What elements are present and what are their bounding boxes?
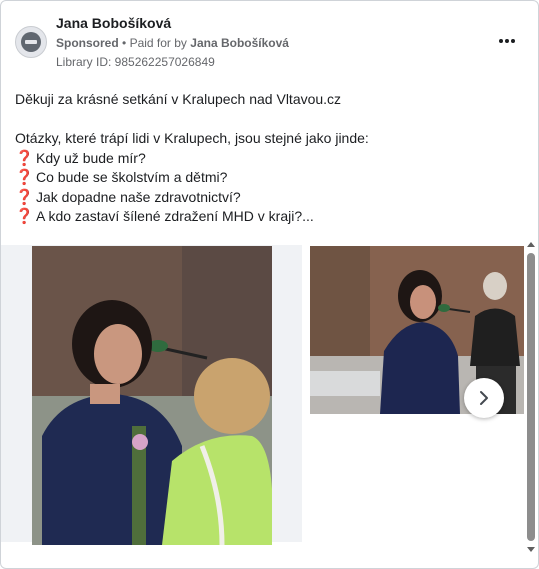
page-name[interactable]: Jana Bobošíková xyxy=(56,15,172,31)
more-options-button[interactable] xyxy=(495,31,519,51)
question-text: A kdo zastaví šílené zdražení MHD v kraji?... xyxy=(36,208,314,224)
paid-for-name: Jana Bobošíková xyxy=(190,36,289,50)
post-line-thanks: Děkuji za krásné setkání v Kralupech nad Vltavou.cz xyxy=(15,91,342,107)
carousel-photo-1[interactable] xyxy=(32,246,272,545)
separator-dot: • xyxy=(122,36,127,50)
post-text xyxy=(15,90,515,227)
photo-1-illustration xyxy=(32,246,272,545)
question-text: Jak dopadne naše zdravotnictví? xyxy=(36,188,241,205)
question-item xyxy=(15,207,515,227)
more-options-icon xyxy=(499,39,503,43)
scrollbar-thumb[interactable] xyxy=(527,253,535,541)
scroll-up-arrow-icon[interactable] xyxy=(527,241,535,249)
carousel-next-button[interactable] xyxy=(464,378,504,418)
image-carousel xyxy=(1,245,525,548)
chevron-right-icon xyxy=(477,390,491,406)
question-mark-icon: ❓ xyxy=(15,149,34,167)
question-text: Kdy už bude mír? xyxy=(36,149,146,166)
carousel-slide-1[interactable] xyxy=(1,245,302,542)
paid-for-prefix: Paid for by xyxy=(129,36,187,50)
question-mark-icon: ❓ xyxy=(15,208,34,225)
question-item xyxy=(15,168,515,188)
question-item xyxy=(15,188,515,208)
library-id: Library ID: 985262257026849 xyxy=(56,55,215,69)
page-avatar-icon[interactable] xyxy=(15,26,47,58)
post-line-questions-intro: Otázky, které trápí lidi v Kralupech, jsou stejné jako jinde: xyxy=(15,130,369,146)
question-mark-icon: ❓ xyxy=(15,169,34,186)
sponsored-label: Sponsored xyxy=(56,36,119,50)
vertical-scrollbar[interactable] xyxy=(525,241,537,557)
more-options-icon xyxy=(505,39,509,43)
sponsored-line xyxy=(56,36,289,50)
question-item xyxy=(15,149,515,169)
question-text: Co bude se školstvím a dětmi? xyxy=(36,169,228,185)
more-options-icon xyxy=(511,39,515,43)
question-mark-icon: ❓ xyxy=(15,188,34,206)
scroll-down-arrow-icon[interactable] xyxy=(527,545,535,553)
